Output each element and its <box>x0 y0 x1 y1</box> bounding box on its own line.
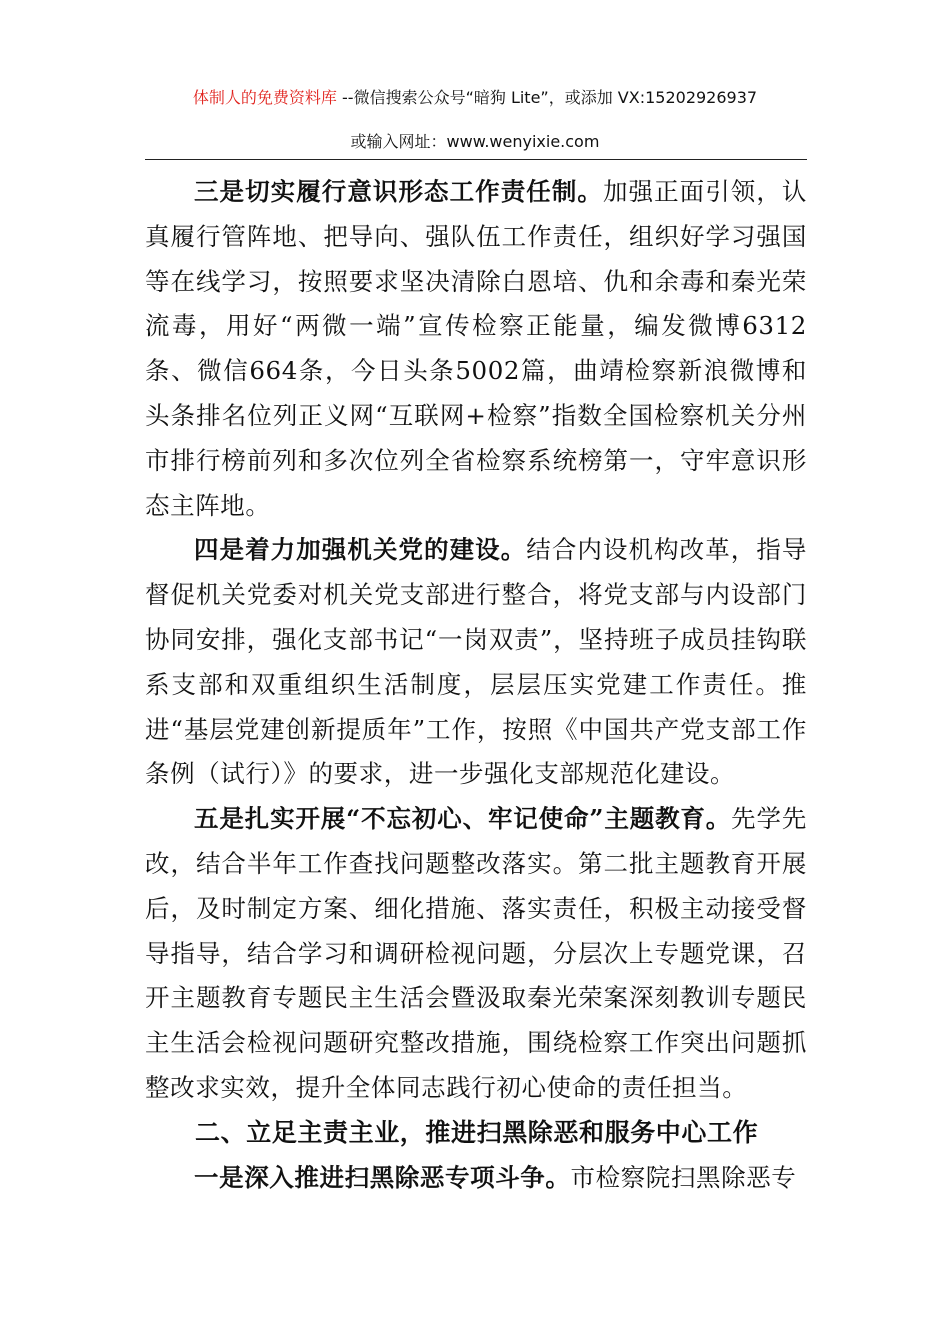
paragraph-party-building <box>145 528 807 797</box>
paragraph-text: 市检察院扫黑除恶专 <box>570 1162 797 1192</box>
header-brand: 体制人的免费资料库 <box>192 88 337 107</box>
paragraph-lead: 三是切实履行意识形态工作责任制。 <box>194 177 603 206</box>
paragraph-theme-education <box>145 797 807 1111</box>
paragraph-text: 加强正面引领，认真履行管阵地、把导向、强队伍工作责任，组织好学习强国等在线学习，按照要求坚决清除白恩培、仇和余毒和秦光荣流毒，用好“两微一端”宣传检察正能量，编发微博6312条、微信664条，今日头条5002篇，曲靖检察新浪微博和头条排名位列正义网“互联网+检察”指数全国检察机关分州市排行榜前列和多次位列全省检察系统榜第一，守牢意识形态主阵地。 <box>145 177 807 520</box>
section-heading: 二、立足主责主业，推进扫黑除恶和服务中心工作 <box>195 1117 759 1147</box>
header-divider <box>145 159 807 160</box>
document-body <box>145 170 807 1200</box>
header-website-line: 或输入网址：www.wenyixie.com <box>350 132 600 151</box>
paragraph-anti-crime <box>145 1156 807 1201</box>
paragraph-text: 结合内设机构改革，指导督促机关党委对机关党支部进行整合，将党支部与内设部门协同安排，强化支部书记“一岗双责”，坚持班子成员挂钩联系支部和双重组织生活制度，层层压实党建工作责任。推进“基层党建创新提质年”工作，按照《中国共产党支部工作条例（试行）》的要求，进一步强化支部规范化建设。 <box>145 535 807 789</box>
paragraph-lead: 五是扎实开展“不忘初心、牢记使命”主题教育。 <box>194 804 732 834</box>
watermark-header <box>0 86 950 110</box>
paragraph-text: 先学先改，结合半年工作查找问题整改落实。第二批主题教育开展后，及时制定方案、细化措施、落实责任，积极主动接受督导指导，结合学习和调研检视问题，分层次上专题党课，召开主题教育专题民主生活会暨汲取秦光荣案深刻教训专题民主生活会检视问题研究整改措施，围绕检察工作突出问题抓整改求实效，提升全体同志践行初心使命的责任担当。 <box>145 804 807 1102</box>
header-notice: --微信搜索公众号“暗狗 Lite”，或添加 VX:15202926937 <box>336 88 758 107</box>
paragraph-ideology-responsibility <box>145 170 807 528</box>
paragraph-lead: 四是着力加强机关党的建设。 <box>194 535 527 565</box>
paragraph-lead: 一是深入推进扫黑除恶专项斗争。 <box>194 1162 571 1192</box>
